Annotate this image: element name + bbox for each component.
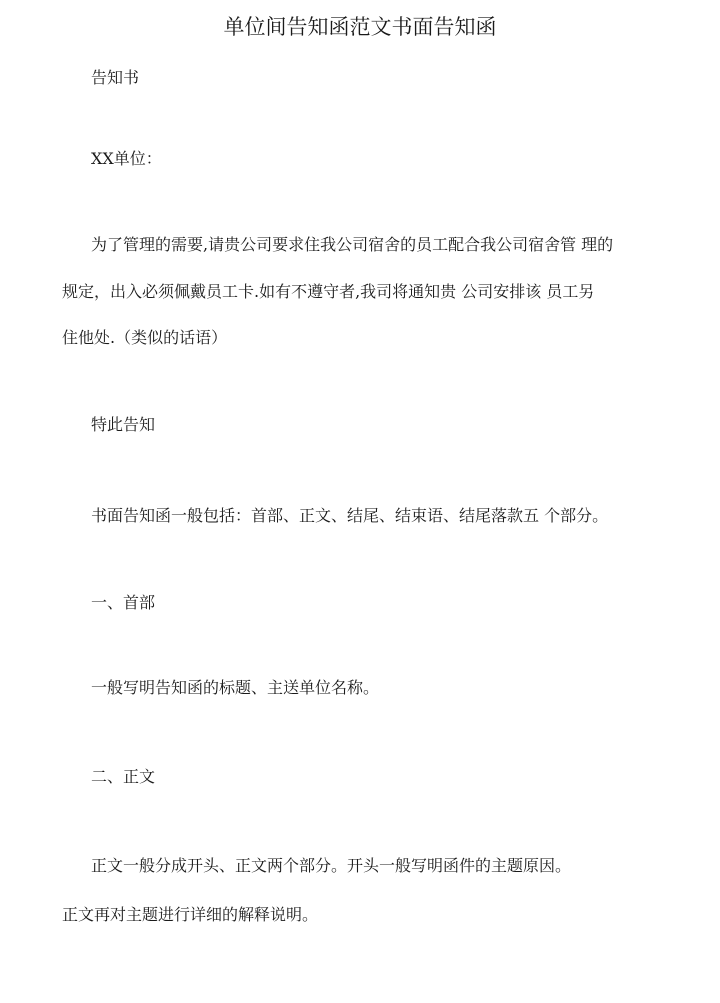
document-heading: 告知书 bbox=[91, 68, 140, 87]
body-paragraph-line-2: 规定，出入必须佩戴员工卡.如有不遵守者,我司将通知贵 公司安排该 员工另 bbox=[62, 282, 595, 301]
salutation: XX单位： bbox=[91, 149, 162, 168]
body-paragraph-line-1: 为了管理的需要,请贵公司要求住我公司宿舍的员工配合我公司宿舍管 理的 bbox=[91, 235, 614, 254]
body-paragraph-line-3: 住他处.（类似的话语） bbox=[62, 328, 228, 347]
section-1-heading: 一、首部 bbox=[91, 593, 156, 612]
section-2-text-line-2: 正文再对主题进行详细的解释说明。 bbox=[62, 905, 319, 924]
document-title: 单位间告知函范文书面告知函 bbox=[223, 15, 497, 39]
structure-intro: 书面告知函一般包括：首部、正文、结尾、结束语、结尾落款五 个部分。 bbox=[91, 506, 609, 525]
section-2-text-line-1: 正文一般分成开头、正文两个部分。开头一般写明函件的主题原因。 bbox=[91, 856, 572, 875]
section-2-heading: 二、正文 bbox=[91, 767, 156, 786]
section-1-text: 一般写明告知函的标题、主送单位名称。 bbox=[91, 678, 380, 697]
closing-text: 特此告知 bbox=[91, 415, 156, 434]
